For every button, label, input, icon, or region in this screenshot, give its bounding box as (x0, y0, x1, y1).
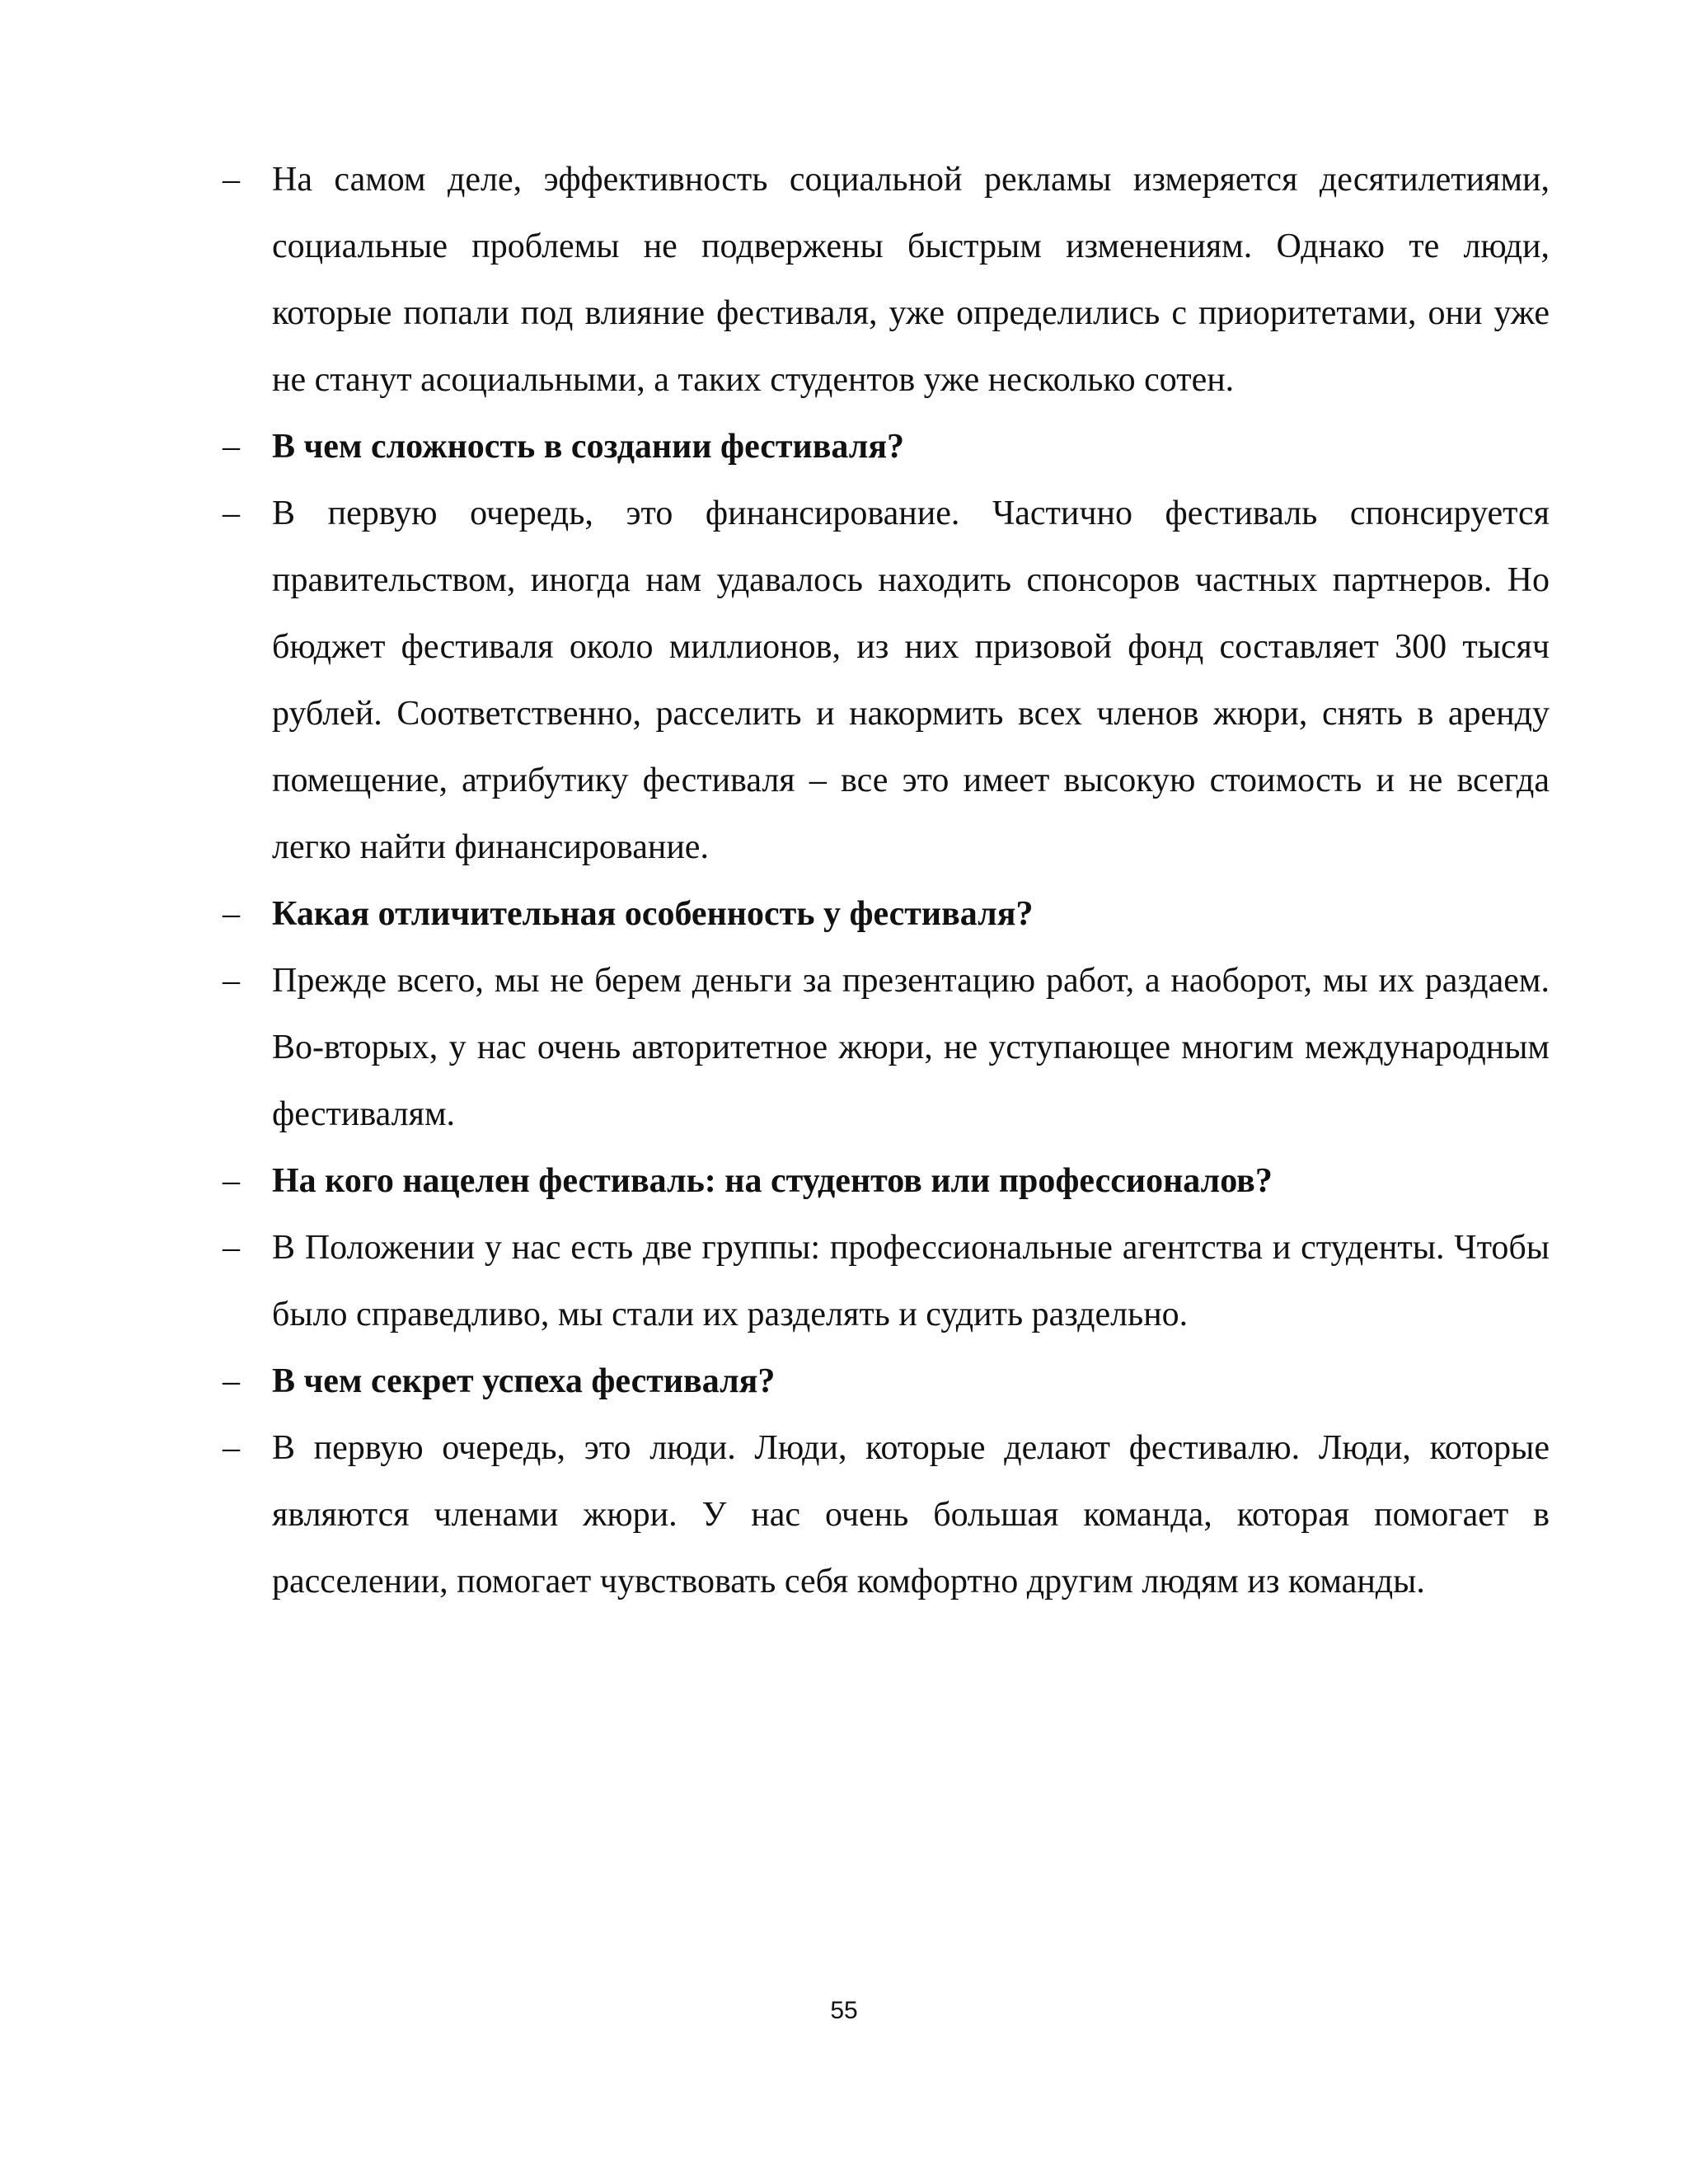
dash-marker: – (223, 895, 240, 933)
dash-marker: – (223, 1162, 240, 1200)
dash-marker: – (223, 1229, 240, 1267)
page-number: 55 (830, 1997, 858, 2024)
answer-paragraph (223, 1415, 1550, 1615)
dash-marker: – (223, 962, 240, 1000)
answer-paragraph (223, 948, 1550, 1148)
answer-text: На самом деле, эффективность социальной рекламы измеряется десятилетиями, социальные проблемы не подвержены быстрым изменениям. Однако те люди, которые попали под влияние фестиваля, уже определились с приоритетами, они уже не станут асоциальными, а таких студентов уже несколько сотен. (272, 161, 1550, 399)
question-paragraph (223, 414, 1550, 480)
interview-text (223, 147, 1550, 1615)
question-text: В чем секрет успеха фестиваля? (272, 1362, 776, 1400)
dash-marker: – (223, 494, 240, 532)
dash-marker: – (223, 1362, 240, 1400)
dash-marker: – (223, 1429, 240, 1467)
dash-marker: – (223, 428, 240, 466)
dash-marker: – (223, 161, 240, 199)
question-paragraph (223, 1348, 1550, 1415)
question-paragraph (223, 1148, 1550, 1215)
answer-text: Прежде всего, мы не берем деньги за презентацию работ, а наоборот, мы их раздаем. Во-вторых, у нас очень авторитетное жюри, не уступающее многим международным фестивалям. (272, 962, 1550, 1133)
answer-text: В Положении у нас есть две группы: профессиональные агентства и студенты. Чтобы было справедливо, мы стали их разделять и судить раздельно. (272, 1229, 1550, 1333)
answer-paragraph (223, 147, 1550, 414)
answer-text: В первую очередь, это люди. Люди, которые делают фестивалю. Люди, которые являются членами жюри. У нас очень большая команда, которая помогает в расселении, помогает чувствовать себя комфортно другим людям из команды. (272, 1429, 1550, 1601)
answer-text: В первую очередь, это финансирование. Частично фестиваль спонсируется правительством, иногда нам удавалось находить спонсоров частных партнеров. Но бюджет фестиваля около миллионов, из них призовой фонд составляет 300 тысяч рублей. Соответственно, расселить и накормить всех членов жюри, снять в аренду помещение, атрибутику фестиваля – все это имеет высокую стоимость и не всегда легко найти финансирование. (272, 494, 1550, 866)
question-paragraph (223, 881, 1550, 948)
answer-paragraph (223, 480, 1550, 881)
answer-paragraph (223, 1215, 1550, 1348)
question-text: В чем сложность в создании фестиваля? (272, 428, 905, 466)
question-text: Какая отличительная особенность у фестиваля? (272, 895, 1034, 933)
question-text: На кого нацелен фестиваль: на студентов или профессионалов? (272, 1162, 1273, 1200)
